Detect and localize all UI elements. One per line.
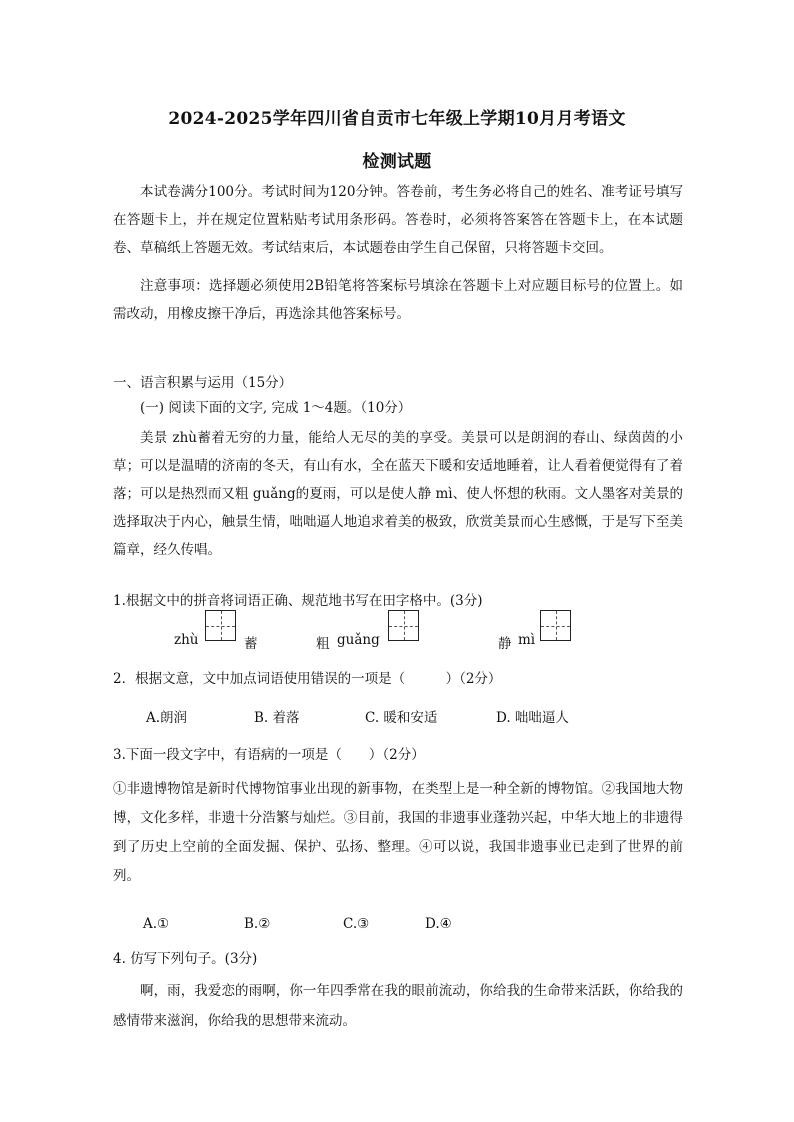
q2-option-c[interactable]: C. 暖和安适 (365, 710, 438, 726)
question-4: 4. 仿写下列句子。(3分) (113, 951, 258, 967)
q1-item3-char: 静 (498, 636, 512, 652)
exam-title: 2024-2025学年四川省自贡市七年级上学期10月月考语文 (168, 109, 626, 129)
q3-option-d[interactable]: D.④ (425, 916, 452, 932)
tian-grid-box-1[interactable] (205, 610, 236, 641)
question-2: 2．根据文意，文中加点词语使用错误的一项是（ ）（2分） (113, 671, 502, 687)
reading-passage: 美景 zhù蓄着无穷的力量，能给人无尽的美的享受。美景可以是朗润的春山、绿茵茵的小草；可以是温晴的济南的冬天，有山有水，全在蓝天下暖和安适地睡着，让人看着便觉得有了着落；可以是热烈而又粗 guǎng的夏雨，可以是使人静 mì、使人怀想的秋雨。文人墨客对美景的选择取决于内心，触景生情，咄咄逼人地追求着美的极致，欣赏美景而心生感慨，于是写下至美篇章，经久传唱。 (113, 430, 683, 558)
q3-passage: ①非遗博物馆是新时代博物馆事业出现的新事物，在类型上是一种全新的博物馆。②我国地大物博，文化多样，非遗十分浩繁与灿烂。③目前，我国的非遗事业蓬勃兴起，中华大地上的非遗得到了历史上空前的全面发掘、保护、弘扬、整理。④可以说，我国非遗事业已走到了世界的前列。 (113, 781, 683, 884)
q1-item1-char: 蓄 (244, 636, 258, 652)
q1-item2-char: 粗 (316, 636, 330, 652)
question-1: 1.根据文中的拼音将词语正确、规范地书写在田字格中。(3分) (113, 593, 483, 609)
question-3: 3.下面一段文字中，有语病的一项是（ ）（2分） (113, 747, 425, 763)
q3-option-a[interactable]: A.① (143, 916, 170, 932)
q2-option-a[interactable]: A.朗润 (146, 710, 188, 726)
q2-option-d[interactable]: D. 咄咄逼人 (496, 710, 569, 726)
tian-grid-box-2[interactable] (388, 610, 419, 641)
q1-item2-pinyin: guǎng (337, 632, 380, 648)
exam-subtitle: 检测试题 (362, 152, 432, 172)
q3-option-b[interactable]: B.② (244, 916, 271, 932)
intro-paragraph: 本试卷满分100分。考试时间为120分钟。答卷前，考生务必将自己的姓名、准考证号填写在答题卡上，并在规定位置粘贴考试用条形码。答卷时，必须将答案答在答题卡上，在本试题卷、草稿纸上答题无效。考试结束后，本试题卷由学生自己保留，只将答题卡交回。 (113, 184, 683, 256)
q3-option-c[interactable]: C.③ (343, 916, 370, 932)
q2-option-b[interactable]: B. 着落 (254, 710, 300, 726)
q1-item1-pinyin: zhù (174, 632, 199, 648)
tian-grid-box-3[interactable] (540, 610, 571, 641)
section-heading: 一、语言积累与运用（15分） (113, 375, 293, 391)
q1-item3-pinyin: mì (518, 632, 536, 648)
subsection-heading: (一) 阅读下面的文字, 完成 1～4题。（10分） (140, 400, 412, 416)
q4-passage: 啊，雨，我爱恋的雨啊，你一年四季常在我的眼前流动，你给我的生命带来活跃，你给我的感情带来滋润，你给我的思想带来流动。 (113, 983, 683, 1029)
notice-paragraph: 注意事项：选择题必须使用2B铅笔将答案标号填涂在答题卡上对应题目标号的位置上。如需改动，用橡皮擦干净后，再选涂其他答案标号。 (113, 278, 683, 322)
